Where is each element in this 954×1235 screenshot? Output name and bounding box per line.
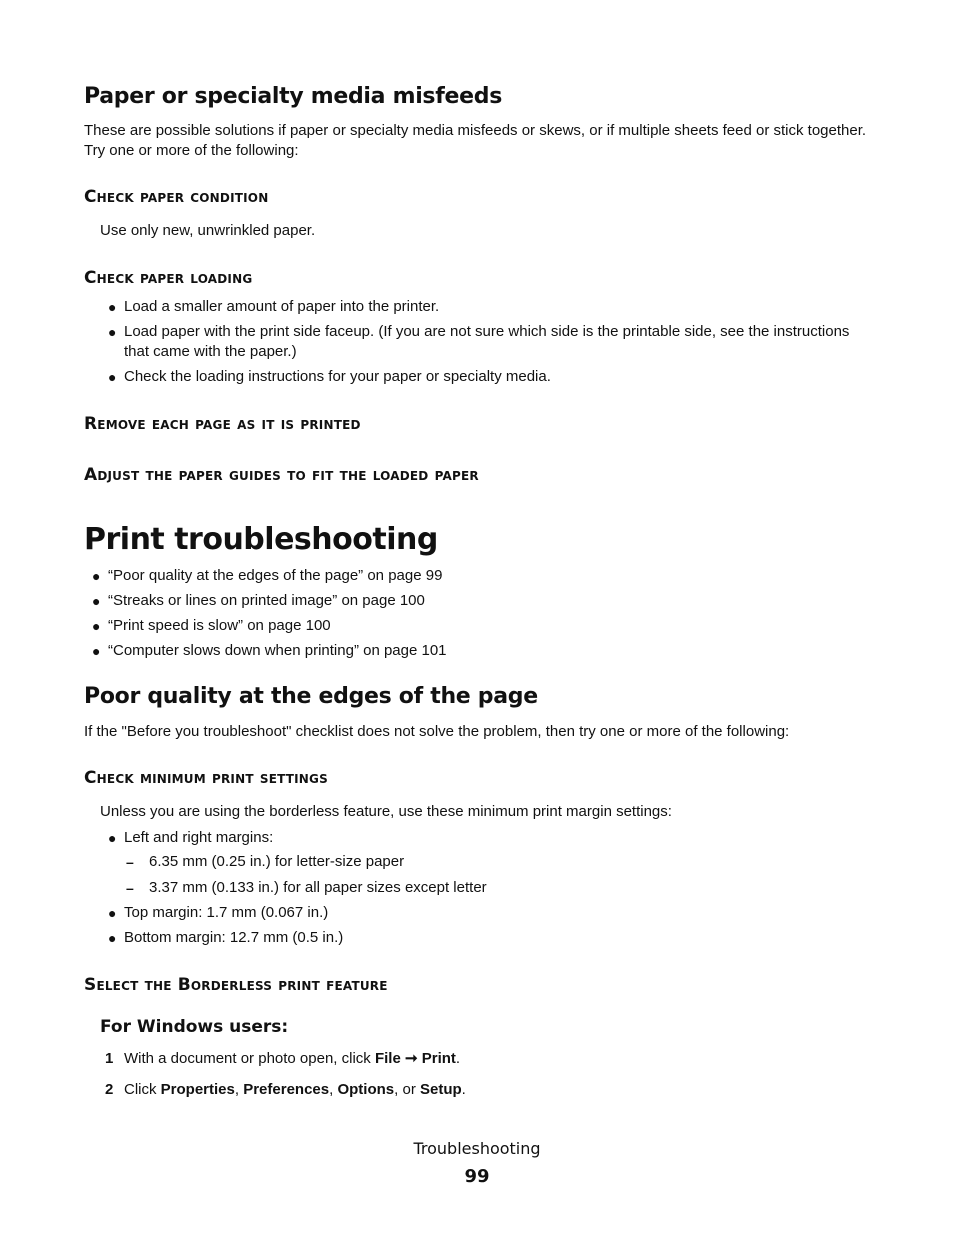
bullet-icon: ● bbox=[108, 369, 117, 385]
heading-check-minimum-print-settings: Check minimum print settings bbox=[84, 768, 328, 788]
bullet-icon: ● bbox=[92, 593, 101, 609]
bullet-icon: ● bbox=[92, 643, 101, 659]
section-title-misfeeds: Paper or specialty media misfeeds bbox=[84, 84, 502, 109]
bullet-icon: ● bbox=[108, 299, 117, 315]
section-title-print-troubleshooting: Print troubleshooting bbox=[84, 522, 438, 557]
heading-select-borderless: Select the Borderless print feature bbox=[84, 975, 388, 995]
misfeeds-intro: These are possible solutions if paper or specialty media misfeeds or skews, or if multiple sheets feed or stick together. Try one or more of the following: bbox=[84, 122, 867, 159]
bullet-icon: ● bbox=[108, 905, 117, 921]
heading-adjust-paper-guides: Adjust the paper guides to fit the loaded paper bbox=[84, 465, 479, 485]
option-preferences: Preferences bbox=[243, 1081, 330, 1098]
option-options: Options bbox=[337, 1081, 395, 1098]
heading-remove-each-page: Remove each page as it is printed bbox=[84, 414, 361, 434]
bullet-icon: ● bbox=[108, 830, 117, 846]
dash-icon: – bbox=[126, 880, 134, 896]
condition-text: Use only new, unwrinkled paper. bbox=[100, 222, 316, 239]
heading-check-paper-loading: Check paper loading bbox=[84, 268, 253, 288]
page-number: 99 bbox=[464, 1166, 490, 1187]
option-setup: Setup bbox=[419, 1081, 462, 1098]
footer-section-name: Troubleshooting bbox=[413, 1139, 541, 1158]
bullet-icon: ● bbox=[108, 324, 117, 340]
dash-icon: – bbox=[126, 854, 134, 870]
min-settings-text: Unless you are using the borderless feature, use these minimum print margin settings: bbox=[100, 803, 672, 820]
section-title-poor-quality: Poor quality at the edges of the page bbox=[84, 684, 538, 709]
arrow-icon: ➞ bbox=[404, 1050, 418, 1067]
heading-check-paper-condition: Check paper condition bbox=[84, 187, 269, 207]
heading-for-windows-users: For Windows users: bbox=[100, 1017, 289, 1037]
bullet-icon: ● bbox=[108, 930, 117, 946]
poor-quality-intro: If the "Before you troubleshoot" checklist does not solve the problem, then try one or more of the following: bbox=[84, 723, 790, 740]
bullet-icon: ● bbox=[92, 618, 101, 634]
option-properties: Properties bbox=[160, 1081, 235, 1098]
menu-print: Print bbox=[421, 1050, 456, 1067]
bullet-icon: ● bbox=[92, 568, 101, 584]
menu-file: File bbox=[374, 1050, 401, 1067]
